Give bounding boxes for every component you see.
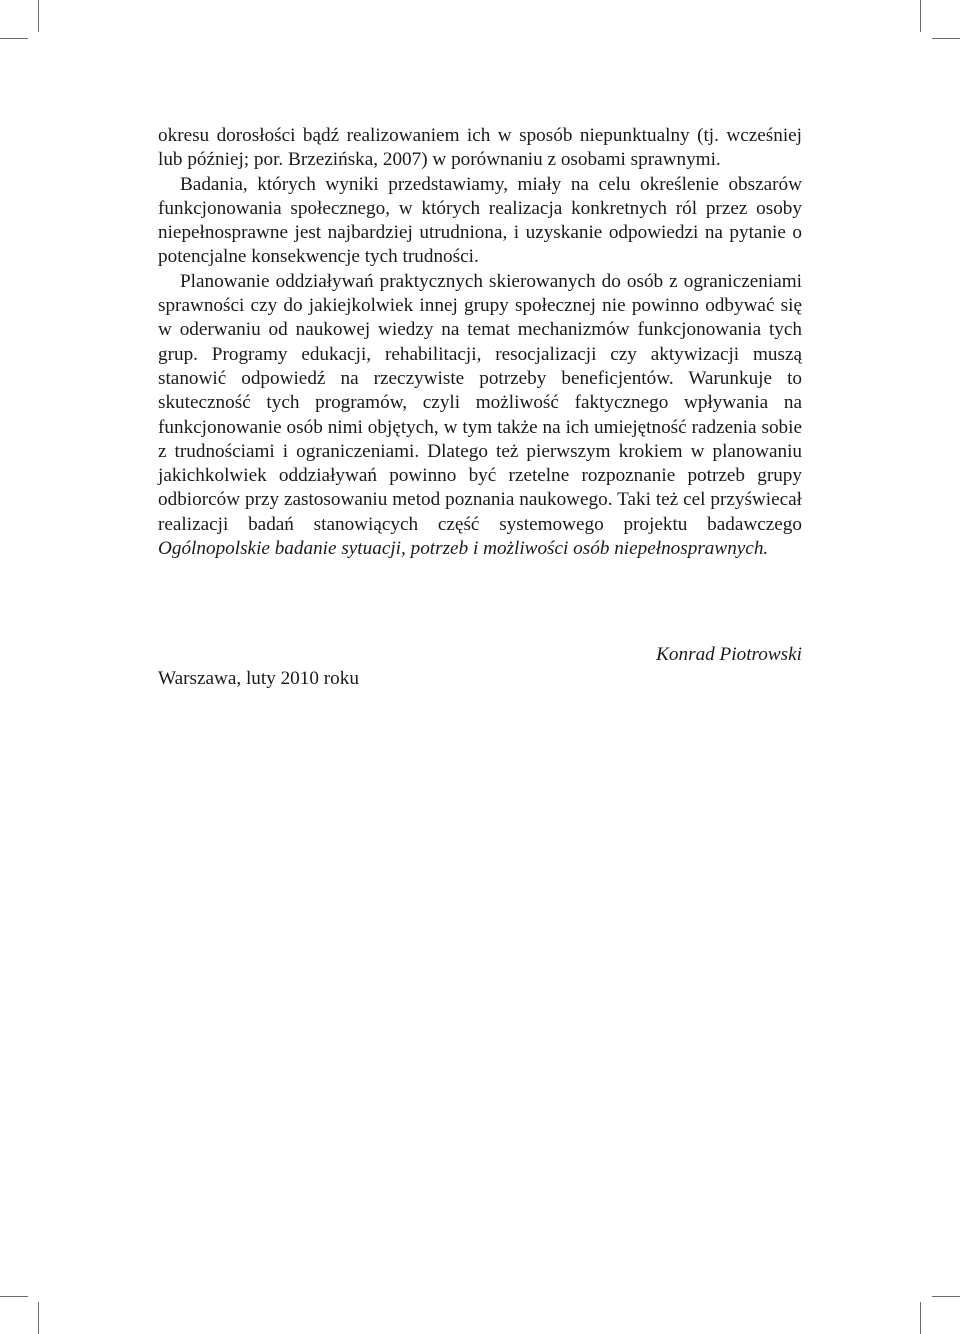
crop-mark-bottom-right-h xyxy=(932,1296,960,1297)
crop-mark-bottom-right xyxy=(920,1302,921,1334)
author-signature: Konrad Piotrowski xyxy=(656,644,802,665)
crop-mark-bottom-left xyxy=(38,1302,39,1334)
place-and-date: Warszawa, luty 2010 roku xyxy=(158,668,359,689)
body-text xyxy=(158,124,802,561)
paragraph-3 xyxy=(158,270,802,562)
paragraph-2: Badania, których wyniki przedstawiamy, miały na celu określenie obszarów funkcjonowania społecznego, w których realizacja konkretnych ról przez osoby niepełnosprawne jest najbardziej utrudniona, i uzyskanie odpowiedzi na pytanie o potencjalne konsekwencje tych trudności. xyxy=(158,173,802,268)
crop-mark-top-right-h xyxy=(932,38,960,39)
project-title: Ogólnopolskie badanie sytuacji, potrzeb i możliwości osób niepełnosprawnych. xyxy=(158,538,769,560)
crop-mark-top-left xyxy=(38,0,39,32)
crop-mark-bottom-left-h xyxy=(0,1296,28,1297)
paragraph-1: okresu dorosłości bądź realizowaniem ich w sposób niepunktualny (tj. wcześniej lub później; por. Brzezińska, 2007) w porównaniu z osobami sprawnymi. xyxy=(158,125,802,171)
crop-mark-top-left-h xyxy=(0,38,28,39)
crop-mark-top-right xyxy=(920,0,921,32)
paragraph-3-text: Planowanie oddziaływań praktycznych skierowanych do osób z ograniczeniami sprawności czy do jakiejkolwiek innej grupy społecznej nie powinno odbywać się w oderwaniu od naukowej wiedzy na temat mechanizmów funkcjonowania tych grup. Programy edukacji, rehabilitacji, resocjalizacji czy aktywizacji muszą stanowić odpowiedź na rzeczywiste potrzeby beneficjentów. Warunkuje to skuteczność tych programów, czyli możliwość faktycznego wpływania na funkcjonowanie osób nimi objętych, w tym także na ich umiejętność radzenia sobie z trudnościami i ograniczeniami. Dlatego też pierwszym krokiem w planowaniu jakichkolwiek oddziaływań powinno być rzetelne rozpoznanie potrzeb grupy odbiorców przy zastosowaniu metod poznania naukowego. Taki też cel przyświecał realizacji badań stanowiących część systemowego projektu badawczego xyxy=(158,270,802,535)
